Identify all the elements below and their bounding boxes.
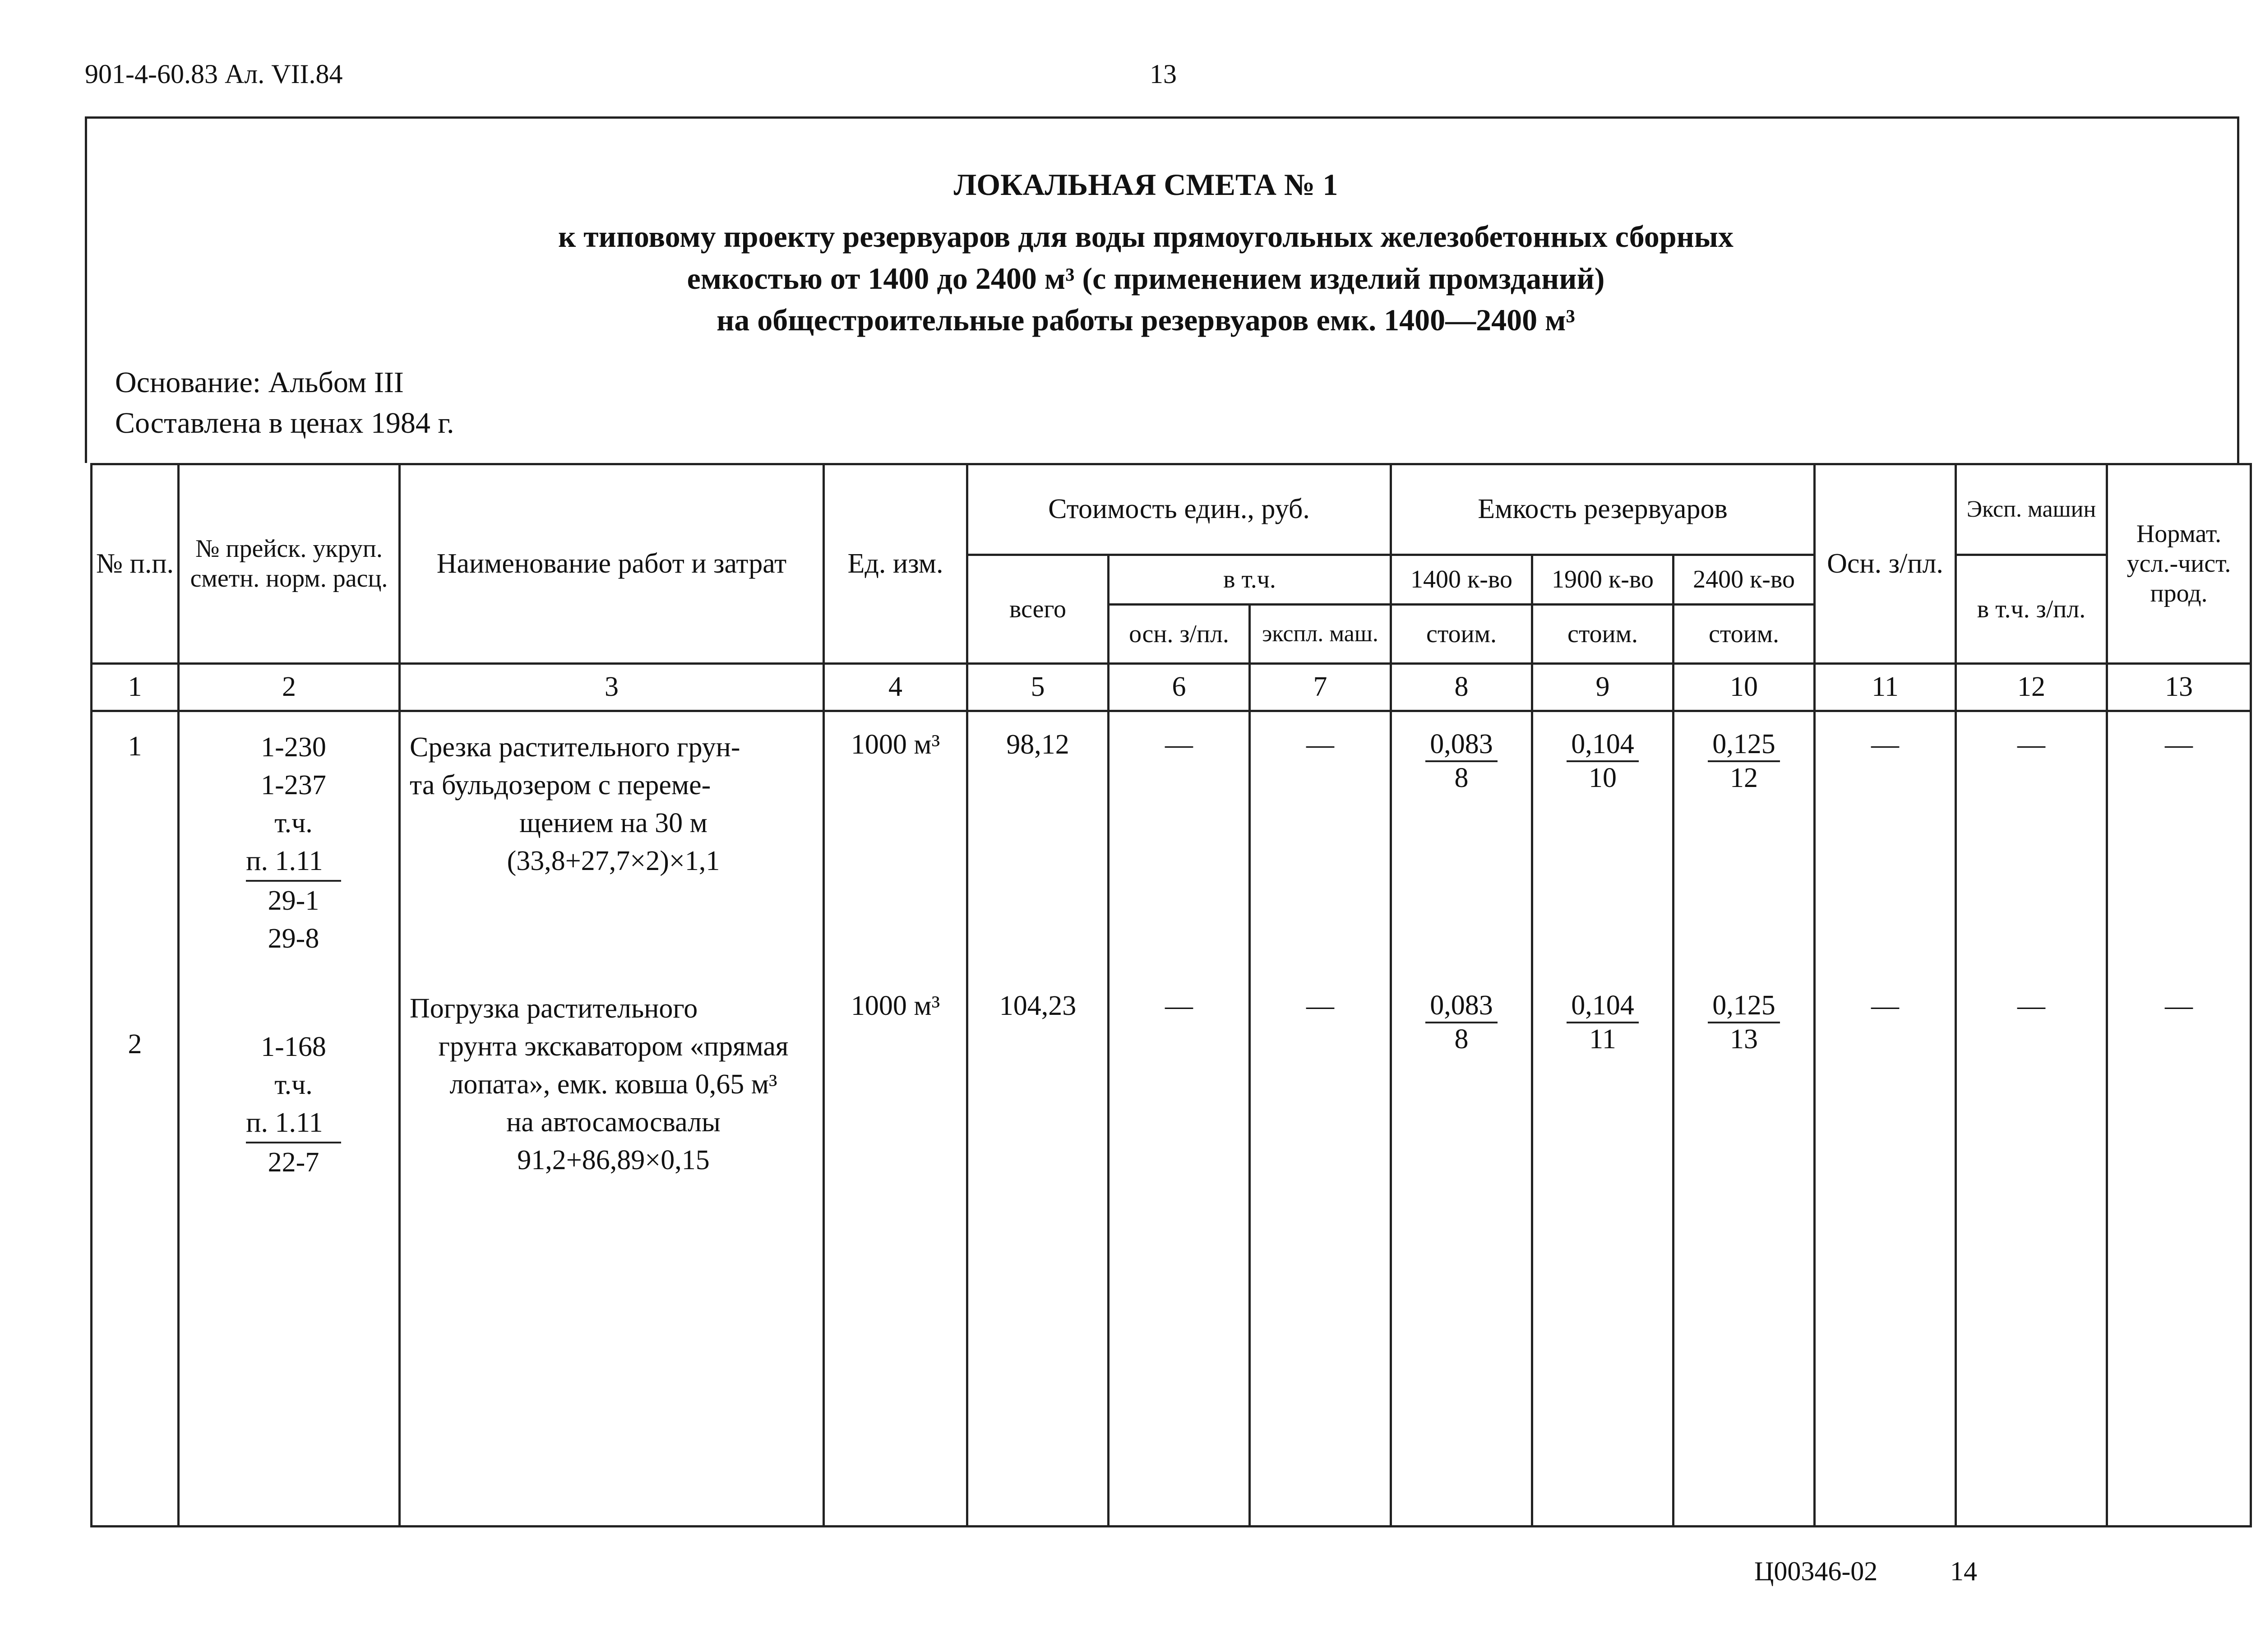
basis-line: Основание: Альбом III	[115, 366, 404, 399]
prices-line: Составлена в ценах 1984 г.	[115, 407, 454, 440]
column-number: 12	[1956, 663, 2107, 711]
row-1-name-line: (33,8+27,7×2)×1,1	[507, 846, 720, 877]
total-cell	[967, 711, 1109, 1527]
row-1-ref: 1-237	[261, 770, 326, 801]
row-1-cap-2400	[1708, 728, 1780, 795]
row-1-c11: —	[1871, 729, 1900, 760]
row-1-ref: п. 1.11	[246, 842, 341, 882]
capacity-2400-cell	[1674, 711, 1815, 1527]
machine-cell	[1250, 711, 1391, 1527]
capacity-1400-cell	[1391, 711, 1532, 1527]
column-number: 2	[179, 663, 400, 711]
row-2-ref: 22-7	[268, 1147, 319, 1178]
row-1-c13: —	[2165, 729, 2193, 760]
header-machine-wage: в т.ч. з/пл.	[1956, 555, 2107, 663]
row-2-ref: п. 1.11	[246, 1104, 341, 1143]
estimate-subtitle-3: на общестроительные работы резервуаров емк. 1400—2400 м³	[717, 303, 1575, 337]
column-number: 1	[92, 663, 179, 711]
row-2-base-wage: —	[1165, 990, 1193, 1022]
work-name-cell	[400, 711, 824, 1527]
row-1-name-line: щением на 30 м	[519, 808, 707, 839]
row-2-number: 2	[128, 1029, 142, 1060]
unit-cell	[824, 711, 967, 1527]
fraction-top: 0,104	[1567, 990, 1639, 1023]
header-unit-cost: Стоимость един., руб.	[967, 464, 1391, 555]
row-1-total: 98,12	[1006, 729, 1069, 760]
header-price-ref: № прейск. укруп. сметн. норм. расц.	[179, 464, 400, 664]
header-cap-2400-cost: стоим.	[1674, 605, 1815, 663]
base-wage-cell	[1109, 711, 1250, 1527]
header-machine-operation: Эксп. машин	[1956, 464, 2107, 555]
fraction-top: 0,125	[1708, 990, 1780, 1023]
row-2-unit: 1000 м³	[851, 990, 940, 1022]
price-ref-cell	[179, 711, 400, 1527]
row-1-unit: 1000 м³	[851, 729, 940, 760]
document-code: 901-4-60.83 Ал. VII.84	[85, 59, 343, 89]
row-2-name-line: лопата», емк. ковша 0,65 м³	[449, 1069, 777, 1100]
machine-wage-cell	[1956, 711, 2107, 1527]
header-cap-2400-qty: 2400 к-во	[1674, 555, 1815, 604]
header-cap-1900-qty: 1900 к-во	[1532, 555, 1674, 604]
base-wage-total-cell	[1815, 711, 1956, 1527]
column-number: 7	[1250, 663, 1391, 711]
row-2-ref: т.ч.	[274, 1069, 313, 1101]
row-1-number: 1	[128, 731, 142, 762]
column-number: 6	[1109, 663, 1250, 711]
fraction-bottom: 12	[1730, 763, 1758, 794]
row-number-cell	[92, 711, 179, 1527]
estimate-subtitle-1: к типовому проекту резервуаров для воды прямоугольных железобетонных сборных	[558, 219, 1734, 254]
row-2-machine: —	[1306, 990, 1334, 1022]
footer-code: Ц00346-02	[1754, 1556, 1878, 1586]
row-1-ref: 29-8	[268, 923, 319, 954]
column-number: 3	[400, 663, 824, 711]
fraction-bottom: 13	[1730, 1024, 1758, 1055]
column-number: 8	[1391, 663, 1532, 711]
row-2-c12: —	[2017, 990, 2046, 1022]
column-number: 4	[824, 663, 967, 711]
fraction-bottom: 8	[1454, 1024, 1469, 1055]
row-1-cap-1900	[1567, 728, 1639, 795]
header-cap-1400-qty: 1400 к-во	[1391, 555, 1532, 604]
row-2-cap-1400	[1425, 990, 1498, 1056]
row-2-ref: 1-168	[261, 1032, 326, 1063]
column-number: 11	[1815, 663, 1956, 711]
row-1-cap-1400	[1425, 728, 1498, 795]
header-work-name: Наименование работ и затрат	[400, 464, 824, 664]
estimate-title: ЛОКАЛЬНАЯ СМЕТА № 1	[953, 167, 1338, 202]
header-net-output: Нормат. усл.-чист. прод.	[2107, 464, 2251, 664]
footer-sheet-number: 14	[1950, 1556, 1977, 1586]
header-cap-1900-cost: стоим.	[1532, 605, 1674, 663]
row-2-total: 104,23	[999, 990, 1077, 1022]
header-cap-1400-cost: стоим.	[1391, 605, 1532, 663]
estimate-subtitle-2: емкостью от 1400 до 2400 м³ (с применением изделий промзданий)	[687, 261, 1605, 296]
capacity-1900-cell	[1532, 711, 1674, 1527]
row-2-name-line: грунта экскаватором «прямая	[438, 1031, 789, 1062]
fraction-bottom: 10	[1589, 763, 1617, 794]
column-number: 10	[1674, 663, 1815, 711]
fraction-top: 0,083	[1425, 728, 1498, 762]
fraction-top: 0,104	[1567, 728, 1639, 762]
row-1-name-line: Срезка растительного грун-	[410, 732, 740, 763]
row-2-name-line: на автосамосвалы	[506, 1107, 721, 1138]
estimate-table	[90, 463, 2252, 1527]
header-number: № п.п.	[92, 464, 179, 664]
fraction-top: 0,125	[1708, 728, 1780, 762]
row-2-c11: —	[1871, 990, 1900, 1022]
fraction-bottom: 11	[1589, 1024, 1616, 1055]
column-number: 9	[1532, 663, 1674, 711]
header-including: в т.ч.	[1109, 555, 1391, 604]
header-machine-incl: экспл. маш.	[1250, 605, 1391, 663]
header-base-wage: Осн. з/пл.	[1815, 464, 1956, 664]
row-1-ref: 29-1	[268, 885, 319, 916]
row-1-ref: 1-230	[261, 732, 326, 763]
row-2-name-line: Погрузка растительного	[410, 993, 698, 1024]
row-1-machine: —	[1306, 729, 1334, 760]
row-1-base-wage: —	[1165, 729, 1193, 760]
row-2-c13: —	[2165, 990, 2193, 1022]
row-1-ref: т.ч.	[274, 808, 313, 839]
header-capacity: Емкость резервуаров	[1391, 464, 1815, 555]
fraction-top: 0,083	[1425, 990, 1498, 1023]
header-unit: Ед. изм.	[824, 464, 967, 664]
net-output-cell	[2107, 711, 2251, 1527]
column-number: 5	[967, 663, 1109, 711]
header-total: всего	[967, 555, 1109, 663]
column-number: 13	[2107, 663, 2251, 711]
header-base-wage-incl: осн. з/пл.	[1109, 605, 1250, 663]
fraction-bottom: 8	[1454, 763, 1469, 794]
page-number: 13	[1150, 59, 1177, 89]
row-2-name-line: 91,2+86,89×0,15	[517, 1145, 710, 1176]
row-1-name-line: та бульдозером с переме-	[410, 770, 711, 801]
row-2-cap-1900	[1567, 990, 1639, 1056]
row-2-cap-2400	[1708, 990, 1780, 1056]
row-1-c12: —	[2017, 729, 2046, 760]
